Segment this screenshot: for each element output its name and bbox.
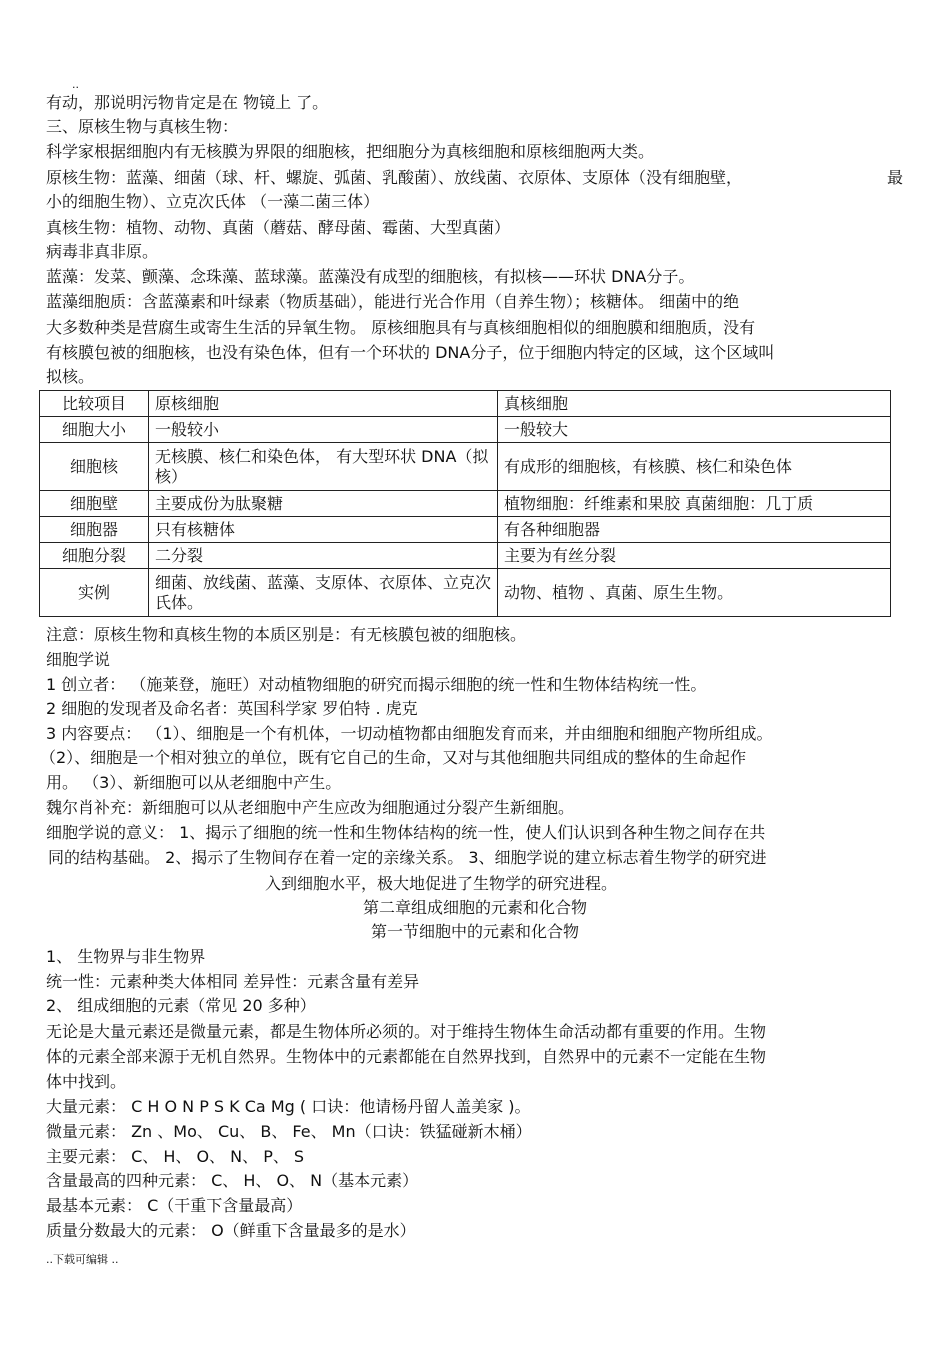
text-line: 魏尔肖补充：新细胞可以从老细胞中产生应改为细胞通过分裂产生新细胞。 <box>46 798 575 817</box>
text-line: 蓝藻细胞质：含蓝藻素和叶绿素（物质基础），能进行光合作用（自养生物）；核糖体。 细菌中的绝 <box>46 292 740 311</box>
table-cell: 植物细胞：纤维素和果胶 真菌细胞：几丁质 <box>498 491 891 517</box>
text-line: 主要元素： C、 H、 O、 N、 P、 S <box>46 1147 305 1166</box>
table-row <box>40 443 891 491</box>
section-heading: 三、原核生物与真核生物： <box>46 117 239 136</box>
text-line: 体中找到。 <box>46 1072 127 1091</box>
text-line: 有动，那说明污物肯定是在 物镜上 了。 <box>46 93 329 112</box>
text-line: 用。 （3）、新细胞可以从老细胞中产生。 <box>46 773 342 792</box>
table-header-row <box>40 391 891 417</box>
text-line: 质量分数最大的元素： O（鲜重下含量最多的是水） <box>46 1221 416 1240</box>
table-row <box>40 491 891 517</box>
text-line: 细胞学说的意义： 1、揭示了细胞的统一性和生物体结构的统一性，使人们认识到各种生物之间存在共 <box>46 823 766 842</box>
text-line: 体的元素全部来源于无机自然界。生物体中的元素都能在自然界找到，自然界中的元素不一定能在生物 <box>46 1047 767 1066</box>
text-line: 入到细胞水平，极大地促进了生物学的研究进程。 <box>265 874 618 893</box>
text-line: 无论是大量元素还是微量元素，都是生物体所必须的。对于维持生物体生命活动都有重要的作用。生物 <box>46 1022 767 1041</box>
text-line: 2、 组成细胞的元素（常见 20 多种） <box>46 996 316 1015</box>
table-row <box>40 543 891 569</box>
table-cell: 实例 <box>40 569 149 617</box>
text-line: 同的结构基础。 2、揭示了生物间存在着一定的亲缘关系。 3、细胞学说的建立标志着生物学的研究进 <box>48 848 767 867</box>
table-header-cell: 比较项目 <box>40 391 149 417</box>
table-cell: 细胞大小 <box>40 417 149 443</box>
section-title: 第一节细胞中的元素和化合物 <box>370 922 579 941</box>
table-cell: 一般较小 <box>149 417 498 443</box>
text-line: （2）、细胞是一个相对独立的单位，既有它自己的生命，又对与其他细胞共同组成的整体的生命起作 <box>40 748 747 767</box>
text-line: 微量元素： Zn 、Mo、 Cu、 B、 Fe、 Mn（口诀：铁猛碰新木桶） <box>46 1122 532 1141</box>
text-line: 1、 生物界与非生物界 <box>46 947 206 966</box>
table-cell: 细胞壁 <box>40 491 149 517</box>
table-cell: 只有核糖体 <box>149 517 498 543</box>
table-cell: 细胞核 <box>40 443 149 491</box>
table-cell: 细菌、放线菌、蓝藻、支原体、衣原体、立克次氏体。 <box>149 569 498 617</box>
table-cell: 动物、植物 、真菌、原生生物。 <box>498 569 891 617</box>
table-row <box>40 417 891 443</box>
text-line: 拟核。 <box>46 367 95 386</box>
text-line-tail: 最 <box>887 168 904 187</box>
table-header-cell: 真核细胞 <box>498 391 891 417</box>
table-cell: 有各种细胞器 <box>498 517 891 543</box>
comparison-table <box>39 390 891 617</box>
text-line: 大量元素： C H O N P S K Ca Mg ( 口诀：他请杨丹留人盖美家 )。 <box>46 1097 531 1116</box>
table-cell: 细胞器 <box>40 517 149 543</box>
text-line: 科学家根据细胞内有无核膜为界限的细胞核，把细胞分为真核细胞和原核细胞两大类。 <box>46 142 655 161</box>
table-cell: 一般较大 <box>498 417 891 443</box>
chapter-title: 第二章组成细胞的元素和化合物 <box>362 898 587 917</box>
text-line: 统一性：元素种类大体相同 差异性：元素含量有差异 <box>46 972 420 991</box>
footer-text: ..下载可编辑 .. <box>46 1253 119 1266</box>
text-line: 含量最高的四种元素： C、 H、 O、 N（基本元素） <box>46 1171 419 1190</box>
text-line: 2 细胞的发现者及命名者：英国科学家 罗伯特 . 虎克 <box>46 699 418 718</box>
text-line: 最基本元素： C（干重下含量最高） <box>46 1196 303 1215</box>
header-mark: .. <box>72 78 79 91</box>
table-cell: 二分裂 <box>149 543 498 569</box>
text-line: 小的细胞生物）、立克次氏体 （一藻二菌三体） <box>46 192 380 211</box>
table-header-cell: 原核细胞 <box>149 391 498 417</box>
table-cell: 主要成份为肽聚糖 <box>149 491 498 517</box>
table-row <box>40 569 891 617</box>
text-line: 有核膜包被的细胞核，也没有染色体，但有一个环状的 DNA分子，位于细胞内特定的区域，这个区域叫 <box>46 343 775 362</box>
text-line: 病毒非真非原。 <box>46 242 159 261</box>
text-line: 3 内容要点： （1）、细胞是一个有机体，一切动植物都由细胞发育而来，并由细胞和细胞产物所组成。 <box>46 724 773 743</box>
text-line: 原核生物：蓝藻、细菌（球、杆、螺旋、弧菌、乳酸菌）、放线菌、衣原体、支原体（没有细胞壁， <box>46 168 743 187</box>
text-line: 真核生物：植物、动物、真菌（蘑菇、酵母菌、霉菌、大型真菌） <box>46 218 511 237</box>
section-heading: 细胞学说 <box>46 650 111 669</box>
text-line: 蓝藻：发菜、颤藻、念珠藻、蓝球藻。蓝藻没有成型的细胞核，有拟核——环状 DNA分子。 <box>46 267 695 286</box>
text-line: 1 创立者： （施莱登，施旺）对动植物细胞的研究而揭示细胞的统一性和生物体结构统一性。 <box>46 675 707 694</box>
text-line: 大多数种类是营腐生或寄生生活的异氧生物。 原核细胞具有与真核细胞相似的细胞膜和细胞质，没有 <box>46 318 756 337</box>
table-cell: 细胞分裂 <box>40 543 149 569</box>
note-line: 注意：原核生物和真核生物的本质区别是：有无核膜包被的细胞核。 <box>46 625 527 644</box>
table-cell: 主要为有丝分裂 <box>498 543 891 569</box>
table-cell: 有成形的细胞核，有核膜、核仁和染色体 <box>498 443 891 491</box>
table-cell: 无核膜、核仁和染色体， 有大型环状 DNA（拟核） <box>149 443 498 491</box>
table-row <box>40 517 891 543</box>
